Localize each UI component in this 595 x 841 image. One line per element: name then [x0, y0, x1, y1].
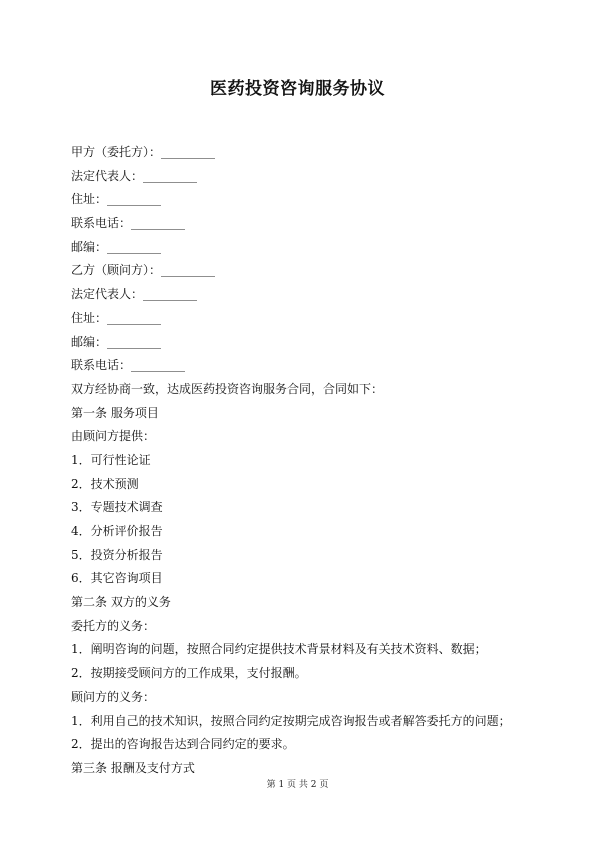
service-item-6: 6．其它咨询项目: [71, 571, 163, 586]
client-obligation-1: 1．阐明咨询的问题，按照合同约定提供技术背景材料及有关技术资料、数据；: [71, 642, 487, 657]
service-item-3: 3．专题技术调查: [71, 500, 163, 515]
service-item-1: 1．可行性论证: [71, 452, 151, 467]
article-3-heading: 第三条 报酬及支付方式: [71, 760, 195, 775]
consultant-obligations-heading: 顾问方的义务：: [71, 689, 156, 704]
party-b-postcode-line: 邮编：_________: [71, 334, 162, 349]
client-obligation-2: 2．按期接受顾问方的工作成果，支付报酬。: [71, 666, 307, 681]
party-b-phone-line: 联系电话：_________: [71, 358, 186, 373]
service-item-2: 2．技术预测: [71, 476, 139, 491]
party-b-line: 乙方（顾问方）：_________: [71, 263, 216, 278]
party-a-phone-line: 联系电话：_________: [71, 216, 186, 231]
service-item-4: 4．分析评价报告: [71, 524, 163, 538]
service-item-5: 5．投资分析报告: [71, 547, 163, 562]
party-a-address-line: 住址：_________: [71, 192, 162, 207]
party-b-representative-line: 法定代表人：_________: [71, 287, 198, 302]
article-1-intro: 由顾问方提供：: [71, 429, 156, 444]
consultant-obligation-2: 2．提出的咨询报告达到合同约定的要求。: [71, 737, 295, 752]
party-a-postcode-line: 邮编：_________: [71, 239, 162, 254]
party-b-address-line: 住址：_________: [71, 310, 162, 325]
article-2-heading: 第二条 双方的义务: [71, 595, 171, 610]
document-body: [71, 141, 531, 781]
article-1-heading: 第一条 服务项目: [71, 405, 159, 420]
party-a-line: 甲方（委托方）：_________: [71, 145, 216, 159]
document-title: 医药投资咨询服务协议: [210, 79, 385, 99]
page-footer: 第 1 页 共 2 页: [266, 780, 329, 790]
consultant-obligation-1: 1．利用自己的技术知识，按照合同约定按期完成咨询报告或者解答委托方的问题；: [71, 713, 511, 728]
client-obligations-heading: 委托方的义务：: [71, 618, 156, 633]
party-a-representative-line: 法定代表人：_________: [71, 168, 198, 183]
agreement-intro-line: 双方经协商一致，达成医药投资咨询服务合同，合同如下：: [71, 381, 384, 396]
